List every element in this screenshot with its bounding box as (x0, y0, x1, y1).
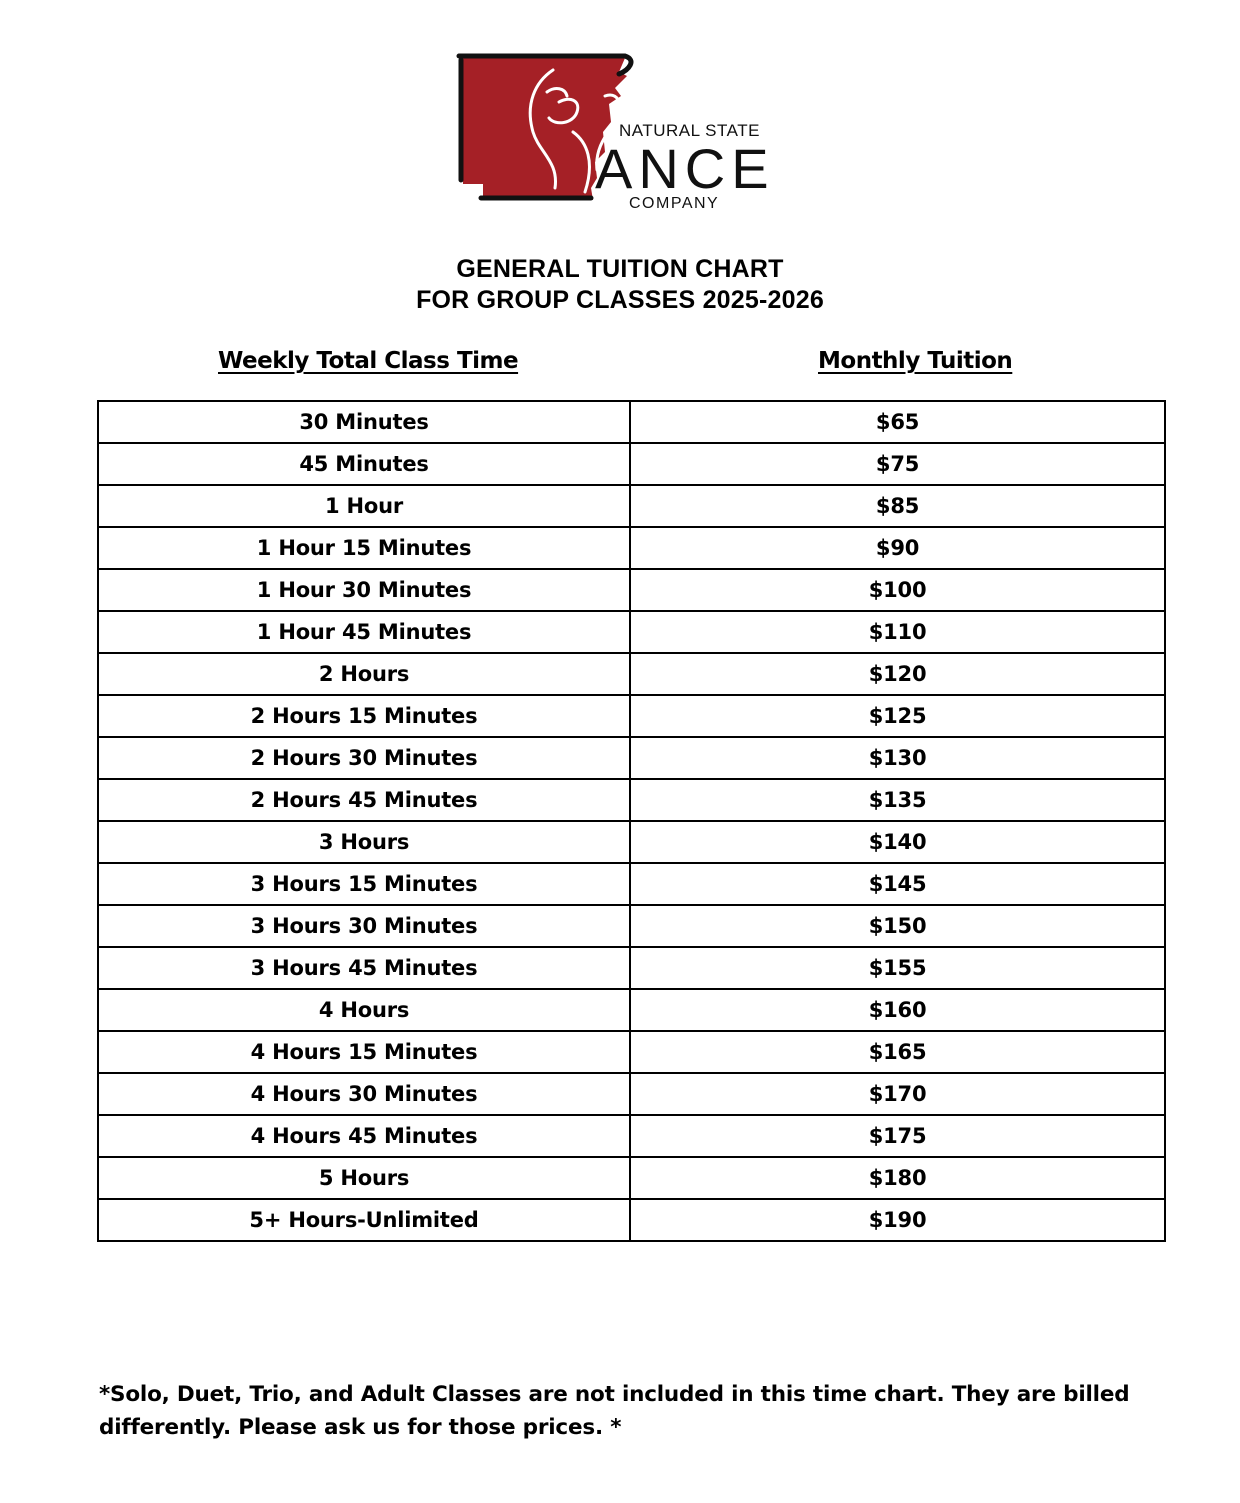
table-row (98, 947, 1165, 989)
tuition-cell: $65 (630, 401, 1165, 443)
table-row (98, 569, 1165, 611)
table-row (98, 989, 1165, 1031)
class-time-cell: 3 Hours 30 Minutes (98, 905, 630, 947)
table-row (98, 611, 1165, 653)
column-header-class-time: Weekly Total Class Time (218, 348, 519, 374)
class-time-cell: 1 Hour 30 Minutes (98, 569, 630, 611)
table-row (98, 401, 1165, 443)
tuition-cell: $85 (630, 485, 1165, 527)
tuition-cell: $190 (630, 1199, 1165, 1241)
class-time-cell: 1 Hour 15 Minutes (98, 527, 630, 569)
table-row (98, 905, 1165, 947)
class-time-cell: 5+ Hours-Unlimited (98, 1199, 630, 1241)
table-row (98, 779, 1165, 821)
class-time-cell: 2 Hours (98, 653, 630, 695)
table-row (98, 1073, 1165, 1115)
class-time-cell: 4 Hours 30 Minutes (98, 1073, 630, 1115)
table-row (98, 737, 1165, 779)
table-row (98, 1199, 1165, 1241)
class-time-cell: 4 Hours 15 Minutes (98, 1031, 630, 1073)
class-time-cell: 30 Minutes (98, 401, 630, 443)
column-header-monthly-tuition: Monthly Tuition (818, 348, 1013, 374)
class-time-cell: 3 Hours 45 Minutes (98, 947, 630, 989)
class-time-cell: 4 Hours (98, 989, 630, 1031)
table-row (98, 1115, 1165, 1157)
footnote-text: *Solo, Duet, Trio, and Adult Classes are not included in this time chart. They are billed differently. Please ask us for those prices. * (99, 1382, 1130, 1440)
tuition-cell: $145 (630, 863, 1165, 905)
tuition-cell: $130 (630, 737, 1165, 779)
company-logo (455, 52, 787, 212)
tuition-cell: $125 (630, 695, 1165, 737)
tuition-cell: $180 (630, 1157, 1165, 1199)
tuition-table (97, 400, 1166, 1242)
tuition-cell: $110 (630, 611, 1165, 653)
tuition-cell: $150 (630, 905, 1165, 947)
tuition-cell: $140 (630, 821, 1165, 863)
page-title-line1: GENERAL TUITION CHART (456, 255, 784, 283)
tuition-cell: $90 (630, 527, 1165, 569)
tuition-cell: $120 (630, 653, 1165, 695)
tuition-cell: $100 (630, 569, 1165, 611)
tuition-cell: $160 (630, 989, 1165, 1031)
class-time-cell: 3 Hours (98, 821, 630, 863)
logo-text-company: COMPANY (629, 195, 720, 212)
page-title-line2: FOR GROUP CLASSES 2025-2026 (416, 286, 824, 314)
table-row (98, 485, 1165, 527)
table-row (98, 443, 1165, 485)
logo-text-natural-state: NATURAL STATE (619, 121, 760, 140)
table-row (98, 1157, 1165, 1199)
tuition-cell: $175 (630, 1115, 1165, 1157)
tuition-cell: $165 (630, 1031, 1165, 1073)
class-time-cell: 2 Hours 30 Minutes (98, 737, 630, 779)
tuition-cell: $170 (630, 1073, 1165, 1115)
table-row (98, 863, 1165, 905)
class-time-cell: 45 Minutes (98, 443, 630, 485)
class-time-cell: 4 Hours 45 Minutes (98, 1115, 630, 1157)
table-row (98, 653, 1165, 695)
table-row (98, 821, 1165, 863)
tuition-cell: $155 (630, 947, 1165, 989)
table-row (98, 695, 1165, 737)
class-time-cell: 5 Hours (98, 1157, 630, 1199)
class-time-cell: 2 Hours 15 Minutes (98, 695, 630, 737)
table-row (98, 1031, 1165, 1073)
tuition-cell: $135 (630, 779, 1165, 821)
class-time-cell: 1 Hour (98, 485, 630, 527)
class-time-cell: 3 Hours 15 Minutes (98, 863, 630, 905)
logo-text-ance: ANCE (595, 137, 775, 200)
class-time-cell: 1 Hour 45 Minutes (98, 611, 630, 653)
tuition-cell: $75 (630, 443, 1165, 485)
class-time-cell: 2 Hours 45 Minutes (98, 779, 630, 821)
table-row (98, 527, 1165, 569)
